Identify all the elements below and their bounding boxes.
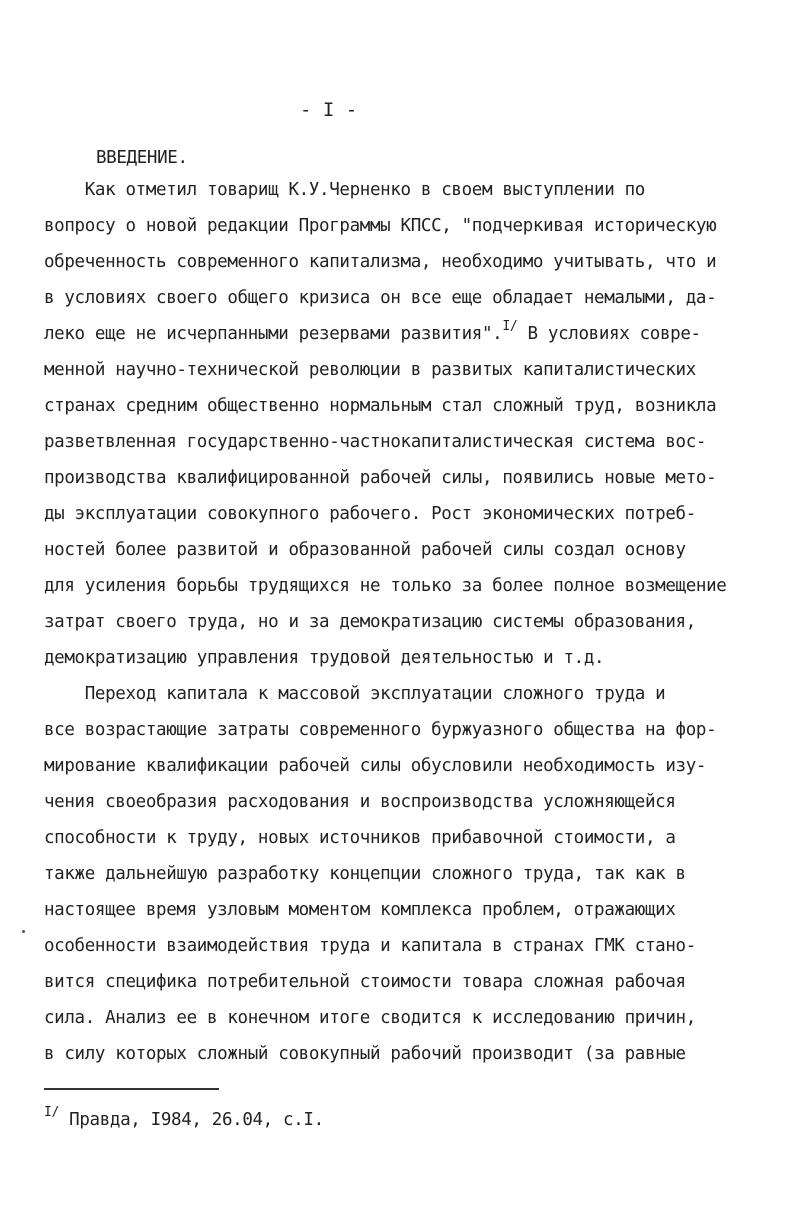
text-line: Как отметил товарищ К.У.Черненко в своем выступлении по <box>44 180 645 200</box>
text-line: ностей более развитой и образованной рабочей силы создал основу <box>44 540 686 560</box>
text-line: разветвленная государственно-частнокапиталистическая система вос- <box>44 432 707 452</box>
footnote-text: Правда, I984, 26.04, с.I. <box>58 1110 324 1130</box>
text-line: особенности взаимодействия труда и капитала в странах ГМК стано- <box>44 936 696 956</box>
page-number: - I - <box>300 99 358 121</box>
text-line: в условиях своего общего кризиса он все еще обладает немалыми, да- <box>44 288 717 308</box>
text-line: сила. Анализ ее в конечном итоге сводится к исследованию причин, <box>44 1008 696 1028</box>
footnote-mark: I/ <box>44 1105 59 1120</box>
text-line: затрат своего труда, но и за демократизацию системы образования, <box>44 612 696 632</box>
text-line: способности к труду, новых источников прибавочной стоимости, а <box>44 828 676 848</box>
text-line: демократизацию управления трудовой деятельностью и т.д. <box>44 648 605 668</box>
text-line: менной научно-технической революции в развитых капиталистических <box>44 360 696 380</box>
text-line: вится специфика потребительной стоимости товара сложная рабочая <box>44 972 686 992</box>
footnote-divider <box>44 1088 219 1090</box>
text-segment: леко еще не исчерпанными резервами развития". <box>44 324 503 344</box>
text-line: ды эксплуатации совокупного рабочего. Рост экономических потреб- <box>44 504 696 524</box>
text-line: Переход капитала к массовой эксплуатации сложного труда и <box>44 684 666 704</box>
text-line-with-footnote-ref <box>44 319 701 346</box>
footnote <box>44 1105 324 1132</box>
text-line: также дальнейшую разработку концепции сложного труда, так как в <box>44 864 686 884</box>
text-line: чения своеобразия расходования и воспроизводства усложняющейся <box>44 792 676 812</box>
paper-speck <box>22 930 25 933</box>
text-line: для усиления борьбы трудящихся не только за более полное возмещение <box>44 576 727 596</box>
text-line: настоящее время узловым моментом комплекса проблем, отражающих <box>44 900 676 920</box>
text-line: все возрастающие затраты современного буржуазного общества на фор- <box>44 720 717 740</box>
text-line: производства квалифицированной рабочей силы, появились новые мето- <box>44 468 717 488</box>
text-line: вопросу о новой редакции Программы КПСС, "подчеркивая историческую <box>44 216 717 236</box>
text-line: мирование квалификации рабочей силы обусловили необходимость изу- <box>44 756 707 776</box>
footnote-reference: I/ <box>502 319 518 334</box>
text-line: странах средним общественно нормальным стал сложный труд, возникла <box>44 396 717 416</box>
section-heading: ВВЕДЕНИЕ. <box>96 148 188 168</box>
text-line: в силу которых сложный совокупный рабочий производит (за равные <box>44 1044 686 1064</box>
text-line: обреченность современного капитализма, необходимо учитывать, что и <box>44 252 717 272</box>
text-segment: В условиях совре- <box>517 324 701 344</box>
